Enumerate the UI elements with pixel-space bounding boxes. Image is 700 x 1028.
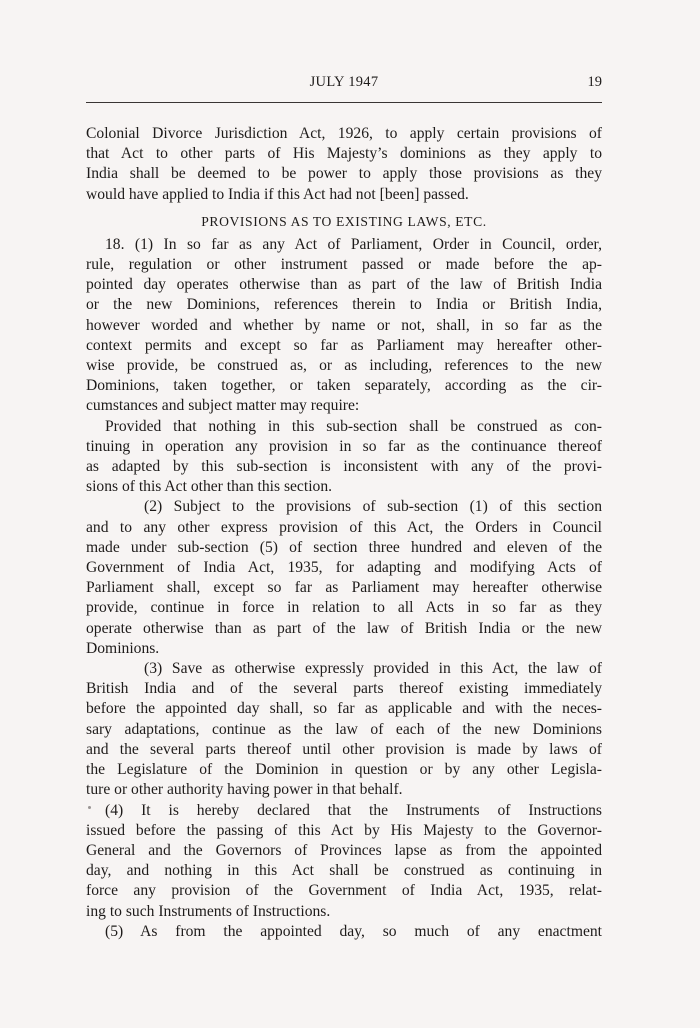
section-18-3 [86, 659, 602, 800]
intro-paragraph [86, 124, 602, 205]
text-line: India shall be deemed to be power to apply those provisions as they [86, 165, 602, 183]
text-line: force any provision of the Government of India Act, 1935, relat- [86, 882, 602, 900]
text-line: (4) It is hereby declared that the Instruments of Instructions [105, 801, 602, 819]
text-line: General and the Governors of Provinces lapse as from the appointed [86, 841, 602, 859]
text-line: wise provide, be construed as, or as including, references to the new [86, 357, 602, 375]
text-line: however worded and whether by name or not, shall, in so far as the [86, 316, 602, 334]
text-line: or the new Dominions, references therein to India or British India, [86, 296, 602, 314]
text-line: 18. (1) In so far as any Act of Parliament, Order in Council, order, [105, 235, 602, 253]
text-line: ing to such Instruments of Instructions. [86, 902, 331, 920]
text-line: sary adaptations, continue as the law of each of the new Dominions [86, 720, 602, 738]
text-line: Provided that nothing in this sub-section shall be construed as con- [105, 417, 602, 435]
section-18-5 [86, 922, 602, 942]
text-line: (5) As from the appointed day, so much of any enactment [105, 922, 602, 940]
text-line: provide, continue in force in relation to all Acts in so far as they [86, 599, 602, 617]
text-line: cumstances and subject matter may require: [86, 397, 360, 415]
proviso [86, 417, 602, 498]
text-line: and the several parts thereof until other provision is made by laws of [86, 740, 602, 758]
text-line: Parliament shall, except so far as Parliament may hereafter otherwise [86, 579, 602, 597]
section-18-4 [86, 801, 602, 922]
header-rule [86, 102, 602, 103]
running-title: JULY 1947 [309, 74, 379, 90]
text-line: that Act to other parts of His Majesty’s dominions as they apply to [86, 145, 602, 163]
page-number: 19 [587, 74, 602, 90]
text-line: Dominions, taken together, or taken separately, according as the cir- [86, 377, 602, 395]
section-18-2 [86, 497, 602, 659]
text-line: (2) Subject to the provisions of sub-section (1) of this section [144, 498, 602, 516]
text-line: the Legislature of the Dominion in question or by any other Legisla- [86, 761, 602, 779]
section-heading: PROVISIONS AS TO EXISTING LAWS, ETC. [201, 213, 487, 229]
text-line: Dominions. [86, 639, 160, 657]
text-line: as adapted by this sub-section is inconsistent with any of the provi- [86, 458, 602, 476]
text-line: rule, regulation or other instrument passed or made before the ap- [86, 256, 602, 274]
text-line: tinuing in operation any provision in so far as the continuance thereof [86, 437, 602, 455]
text-line: sions of this Act other than this section. [86, 478, 333, 496]
text-line: and to any other express provision of this Act, the Orders in Council [86, 518, 602, 536]
text-line: (3) Save as otherwise expressly provided in this Act, the law of [144, 660, 602, 678]
text-line: issued before the passing of this Act by His Majesty to the Governor- [86, 821, 602, 839]
text-line: Government of India Act, 1935, for adapting and modifying Acts of [86, 559, 602, 577]
section-18-1 [86, 235, 602, 417]
text-line: day, and nothing in this Act shall be construed as continuing in [86, 862, 602, 880]
text-line: ture or other authority having power in that behalf. [86, 781, 403, 799]
text-line: context permits and except so far as Parliament may hereafter other- [86, 336, 602, 354]
body-text [86, 124, 602, 942]
text-line: pointed day operates otherwise than as part of the law of British India [86, 276, 602, 294]
text-line: British India and of the several parts thereof existing immediately [86, 680, 602, 698]
text-line: Colonial Divorce Jurisdiction Act, 1926, to apply certain provisions of [86, 125, 602, 142]
text-line: before the appointed day shall, so far as applicable and with the neces- [86, 700, 602, 718]
text-line: operate otherwise than as part of the law of British India or the new [86, 619, 602, 637]
text-line: would have applied to India if this Act had not [been] passed. [86, 185, 469, 203]
text-line: made under sub-section (5) of section three hundred and eleven of the [86, 538, 602, 556]
page-header [86, 72, 602, 96]
